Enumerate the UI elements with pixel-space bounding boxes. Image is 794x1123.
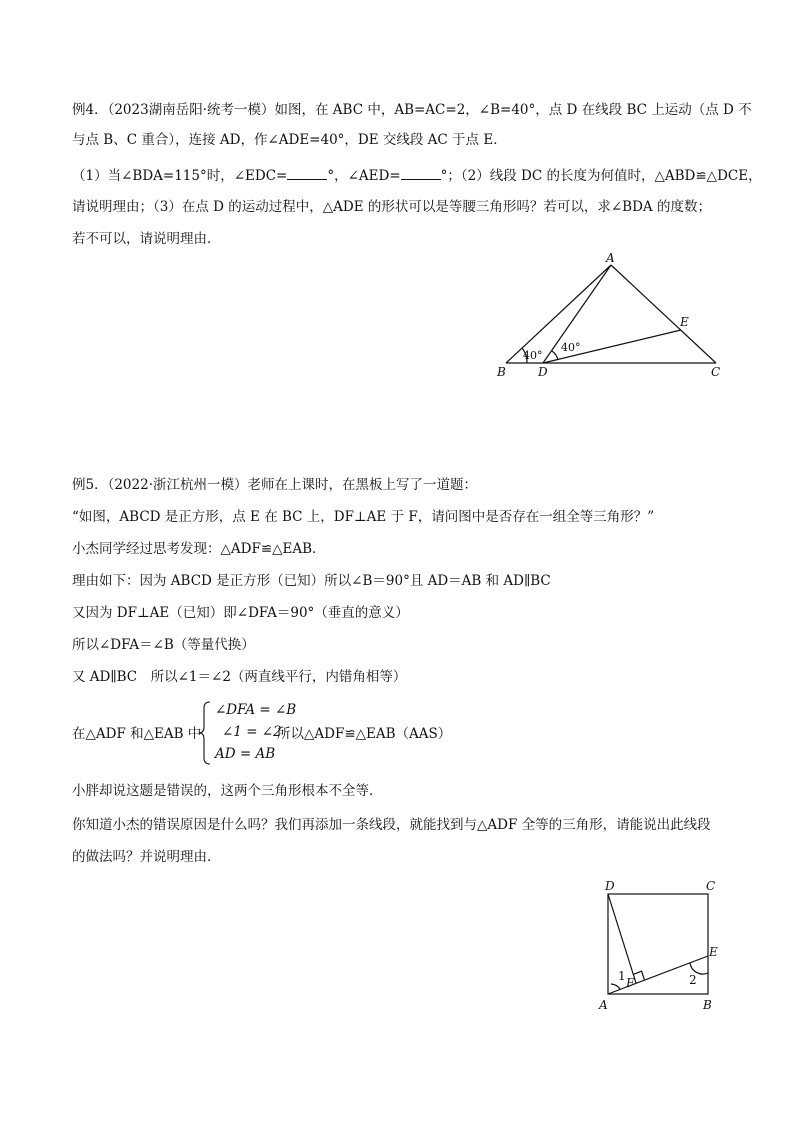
- label-c: C: [706, 879, 716, 893]
- label-e: E: [680, 315, 689, 329]
- label-a: A: [599, 998, 608, 1012]
- label-d: D: [605, 879, 615, 893]
- example5-line6: 所以∠DFA＝∠B（等量代换）: [72, 637, 255, 653]
- example5-line3: 小杰同学经过思考发现：△ADF≌△EAB．: [72, 541, 326, 557]
- example4-line3c: °；（2）线段 DC 的长度为何值时，△ABD≌△DCE，: [440, 168, 762, 184]
- segment-ac: [611, 265, 716, 363]
- angle-label-d: 40°: [561, 341, 581, 354]
- example5-line4: 理由如下：因为 ABCD 是正方形（已知）所以∠B＝90°且 AD＝AB 和 AD∥BC: [72, 573, 551, 589]
- example4-line3a: （1）当∠BDA=115°时，∠EDC=: [72, 168, 288, 184]
- angle-label-1: 1: [618, 969, 626, 983]
- example4-line3b: °，∠AED=: [327, 168, 401, 184]
- example4-line1: 例4．（2023湖南岳阳·统考一模）如图，在 ABC 中，AB=AC=2，∠B=40°，点 D 在线段 BC 上运动（点 D 不: [72, 102, 752, 118]
- example5-line9: 你知道小杰的错误原因是什么吗？我们再添加一条线段，就能找到与△ADF 全等的三角形，请能说出此线段: [72, 817, 711, 833]
- brace-condition-3: AD = AB: [215, 746, 276, 762]
- example4-figure: [490, 250, 730, 385]
- label-d: D: [538, 365, 548, 379]
- example4-line5: 若不可以，请说明理由．: [72, 231, 221, 247]
- angle-arc-1: [611, 984, 620, 989]
- example4-line2: 与点 B、C 重合），连接 AD，作∠ADE=40°，DE 交线段 AC 于点 E．: [72, 132, 507, 148]
- example5-line1: 例5．（2022·浙江杭州一模）老师在上课时，在黑板上写了一道题：: [72, 477, 477, 493]
- label-b: B: [703, 998, 712, 1012]
- example5-line8: 小胖却说这题是错误的，这两个三角形根本不全等．: [72, 783, 383, 799]
- brace-condition-1: ∠DFA = ∠B: [215, 702, 297, 718]
- left-brace: [198, 700, 212, 766]
- example5-line10: 的做法吗？并说明理由．: [72, 849, 221, 865]
- brace-condition-2: ∠1 = ∠2: [222, 724, 282, 740]
- example4-line4: 请说明理由；（3）在点 D 的运动过程中，△ADE 的形状可以是等腰三角形吗？若可以，求∠BDA 的度数；: [72, 199, 711, 215]
- label-f: F: [626, 976, 635, 990]
- answer-blank-aed[interactable]: [401, 165, 441, 180]
- angle-label-b: 40°: [523, 349, 543, 362]
- example5-figure: [592, 872, 732, 1017]
- example5-line5: 又因为 DF⊥AE（已知）即∠DFA＝90°（垂直的意义）: [72, 605, 409, 621]
- proof-brace-block: [72, 700, 492, 766]
- answer-blank-edc[interactable]: [287, 165, 327, 180]
- label-e: E: [709, 945, 718, 959]
- label-a: A: [606, 251, 615, 265]
- example5-line2: “如图，ABCD 是正方形，点 E 在 BC 上，DF⊥AE 于 F，请问图中是否存在一组全等三角形？”: [72, 509, 655, 525]
- angle-label-2: 2: [689, 973, 697, 987]
- brace-conclusion: 所以△ADF≌△EAB（AAS）: [277, 726, 452, 742]
- angle-arc-d: [552, 351, 558, 360]
- label-c: C: [711, 365, 721, 379]
- example4-line3: [72, 165, 762, 186]
- label-b: B: [497, 365, 506, 379]
- example5-line7: 又 AD∥BC 所以∠1＝∠2（两直线平行，内错角相等）: [72, 669, 407, 685]
- brace-intro: 在△ADF 和△EAB 中: [72, 726, 202, 742]
